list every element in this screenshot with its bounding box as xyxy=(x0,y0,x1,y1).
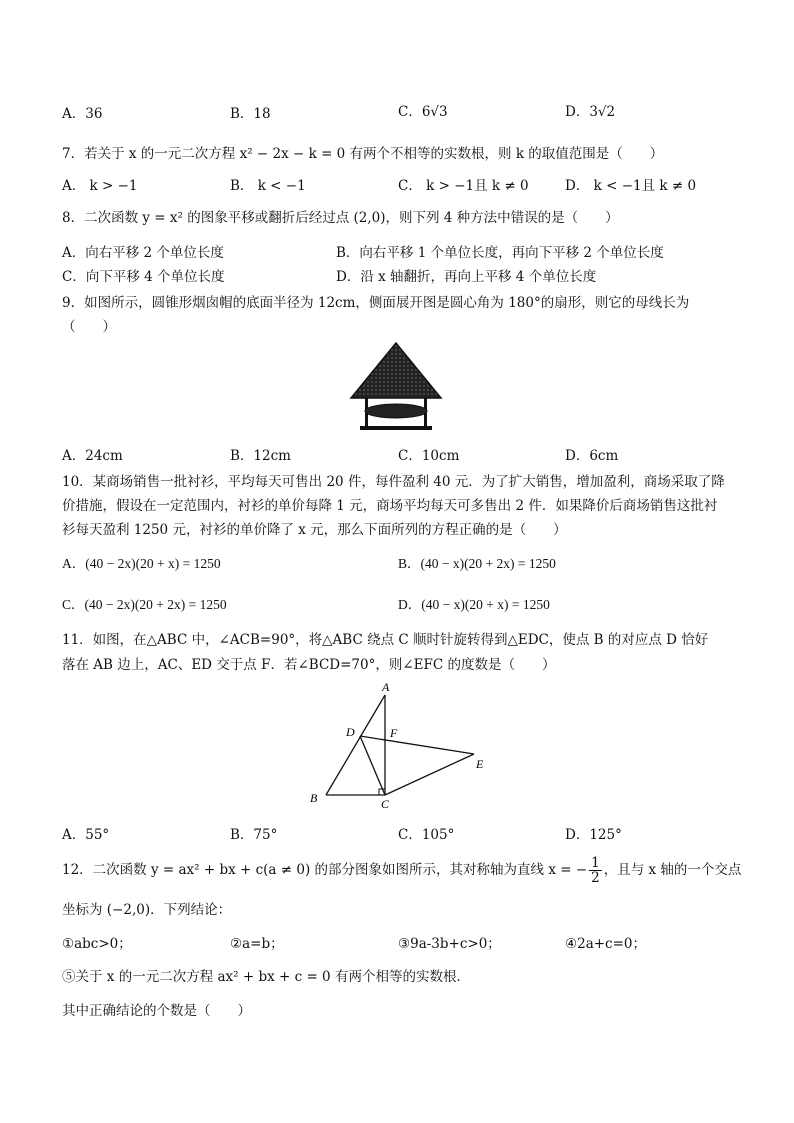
q9-option-d: D．6cm xyxy=(565,448,619,464)
label-f: F xyxy=(390,726,398,740)
q8-option-d: D．沿 x 轴翻折，再向上平移 4 个单位长度 xyxy=(336,269,597,285)
q9-option-a: A．24cm xyxy=(62,448,123,464)
q8-option-c: C．向下平移 4 个单位长度 xyxy=(62,269,225,285)
q12-stem-line1 xyxy=(62,856,741,885)
q7-option-a: A． k > −1 xyxy=(62,178,138,194)
q6-option-d: D．3√2 xyxy=(565,104,616,120)
q8-option-b: B．向右平移 1 个单位长度，再向下平移 2 个单位长度 xyxy=(336,245,664,261)
chimney-opening xyxy=(365,404,427,418)
q8-stem: 8．二次函数 y = x² 的图象平移或翻折后经过点 (2,0)，则下列 4 种方法中错误的是（ ） xyxy=(62,210,619,226)
label-b: B xyxy=(310,791,318,805)
q9-stem-line1: 9．如图所示，圆锥形烟囱帽的底面半径为 12cm，侧面展开图是圆心角为 180°的扇形，则它的母线长为 xyxy=(62,295,690,311)
q10-stem-line1: 10．某商场销售一批衬衫，平均每天可售出 20 件，每件盈利 40 元．为了扩大销售，增加盈利，商场采取了降 xyxy=(62,474,725,490)
q12-conclusion-3: ③9a-3b+c>0； xyxy=(398,936,501,952)
q12-stem-end: ，且与 x 轴的一个交点 xyxy=(603,862,742,878)
q6-option-a: A．36 xyxy=(62,106,103,122)
q10-option-d: D．(40 − x)(20 + x) = 1250 xyxy=(398,597,550,612)
q9-option-c: C．10cm xyxy=(398,448,460,464)
segment-ab xyxy=(326,695,385,795)
q11-option-c: C．105° xyxy=(398,827,455,843)
fraction-denominator: 2 xyxy=(591,870,600,886)
q12-conclusion-2: ②a=b； xyxy=(230,936,284,952)
segment-dc xyxy=(360,736,385,795)
q11-option-d: D．125° xyxy=(565,827,622,843)
q12-stem-line4: 其中正确结论的个数是（ ） xyxy=(62,1003,251,1019)
q9-stem-line2: （ ） xyxy=(62,319,116,335)
q10-stem-line2: 价措施，假设在一定范围内，衬衫的单价每降 1 元，商场平均每天可多售出 2 件．如果降价后商场销售这批衬 xyxy=(62,498,718,514)
q7-stem: 7．若关于 x 的一元二次方程 x² − 2x − k = 0 有两个不相等的实数根，则 k 的取值范围是（ ） xyxy=(62,146,664,162)
label-e: E xyxy=(476,757,484,771)
q10-option-a: A．(40 − 2x)(20 + x) = 1250 xyxy=(62,556,221,571)
q12-conclusion-4: ④2a+c=0； xyxy=(565,936,647,952)
q6-option-b: B．18 xyxy=(230,106,271,122)
cone-shape xyxy=(351,343,441,398)
q10-option-b: B．(40 − x)(20 + 2x) = 1250 xyxy=(398,556,556,571)
q7-option-c: C． k > −1且 k ≠ 0 xyxy=(398,178,529,194)
q12-conclusion-1: ①abc>0； xyxy=(62,936,132,952)
base-bar xyxy=(360,426,432,430)
chimney-cap-figure xyxy=(346,340,446,432)
q11-stem-line1: 11．如图，在△ABC 中，∠ACB=90°，将△ABC 绕点 C 顺时针旋转得到△EDC，使点 B 的对应点 D 恰好 xyxy=(62,632,709,648)
q12-stem-line3: ⑤关于 x 的一元二次方程 ax² + bx + c = 0 有两个相等的实数根． xyxy=(62,969,470,985)
label-c: C xyxy=(381,797,390,811)
q7-option-b: B． k < −1 xyxy=(230,178,306,194)
q9-option-b: B．12cm xyxy=(230,448,291,464)
q10-stem-line3: 衫每天盈利 1250 元，衬衫的单价降了 x 元，那么下面所列的方程正确的是（ ） xyxy=(62,522,567,538)
q7-option-d: D． k < −1且 k ≠ 0 xyxy=(565,178,697,194)
label-a: A xyxy=(382,680,390,694)
q11-option-a: A．55° xyxy=(62,827,110,843)
fraction-one-half xyxy=(589,856,602,885)
q12-stem-line2: 坐标为 (−2,0)．下列结论： xyxy=(62,902,232,918)
q11-stem-line2: 落在 AB 边上，AC、ED 交于点 F．若∠BCD=70°，则∠EFC 的度数是（ ） xyxy=(62,657,556,673)
q11-option-b: B．75° xyxy=(230,827,278,843)
triangle-rotation-figure xyxy=(300,678,500,814)
q12-stem-start: 12．二次函数 y = ax² + bx + c(a ≠ 0) 的部分图象如图所示，其对称轴为直线 x = − xyxy=(62,862,588,878)
label-d: D xyxy=(346,725,355,739)
q6-option-c: C．6√3 xyxy=(398,104,448,120)
segment-ce xyxy=(385,754,474,795)
q10-option-c: C．(40 − 2x)(20 + 2x) = 1250 xyxy=(62,597,227,612)
q8-option-a: A．向右平移 2 个单位长度 xyxy=(62,245,224,261)
segment-de xyxy=(360,736,474,754)
fraction-numerator: 1 xyxy=(591,855,600,871)
